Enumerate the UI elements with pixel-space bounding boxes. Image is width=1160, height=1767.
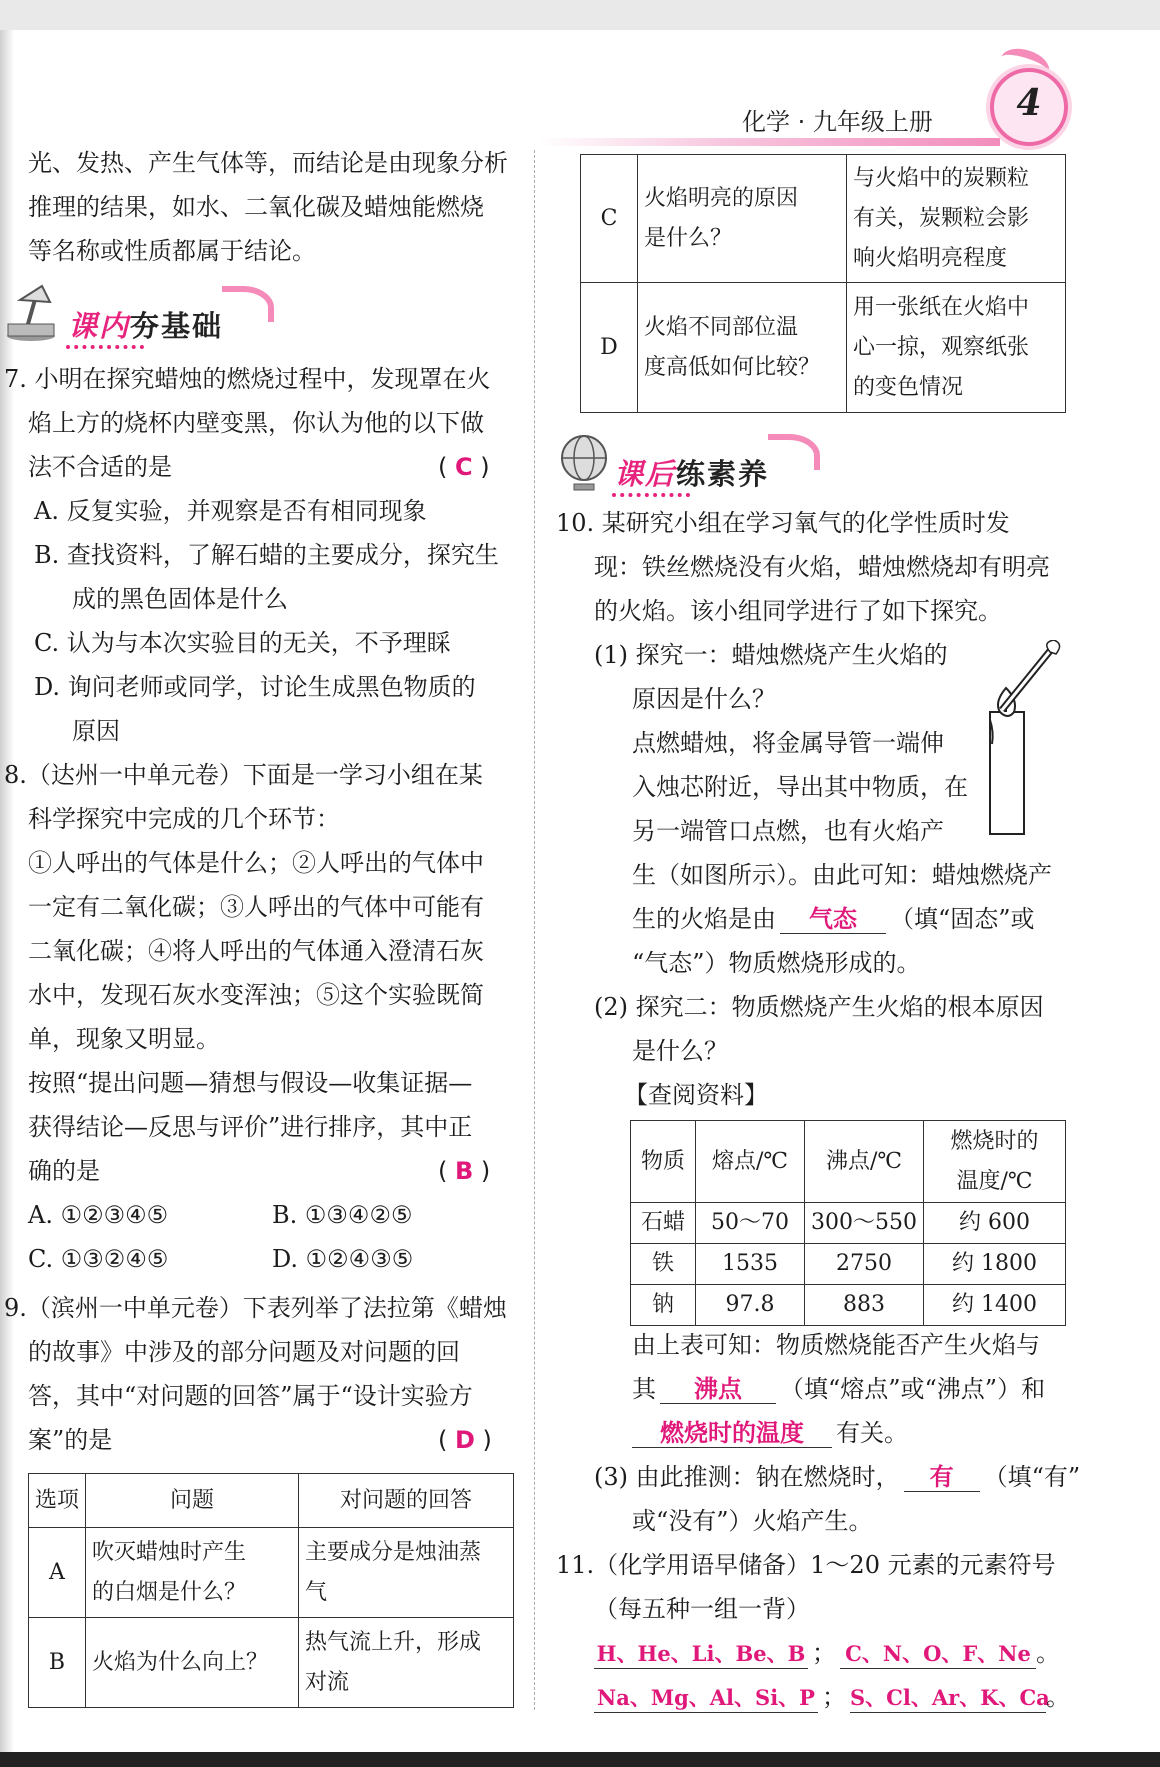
q10-part2-conclusion: 由上表可知：物质燃烧能否产生火焰与 (632, 1331, 1040, 1359)
q7-answer: C (455, 453, 473, 481)
q8-stem: 水中，发现石灰水变浑浊；⑤这个实验既简 (28, 981, 484, 1009)
cell-line: 温度/℃ (956, 1168, 1033, 1194)
answer-blank (660, 1375, 776, 1404)
q7-answer-paren: ( C ) (438, 453, 490, 481)
q8-stem: 获得结论—反思与评价”进行排序，其中正 (28, 1113, 473, 1141)
table-cell: 1535 (696, 1244, 805, 1285)
intro-line: 光、发热、产生气体等，而结论是由现象分析 (28, 149, 508, 177)
q9-answer-paren: ( D ) (438, 1426, 492, 1454)
terminator: 。 (1036, 1639, 1060, 1667)
q7-option: B. 查找资料，了解石蜡的主要成分，探究生 (34, 541, 499, 569)
cell-line: 是什么？ (644, 225, 733, 251)
section-banner-in-class (68, 304, 223, 345)
q8-answer: B (455, 1157, 474, 1185)
q9-stem: 9.（滨州一中单元卷）下表列举了法拉第《蜡烛 (4, 1294, 507, 1322)
table-row (29, 1618, 514, 1708)
cell-line: 火焰明亮的原因 (644, 185, 799, 211)
separator: ； (822, 1683, 846, 1711)
table-header-cell: 选项 (29, 1474, 86, 1528)
cell-line: 有关，炭颗粒会影 (853, 205, 1030, 231)
top-scan-border (0, 0, 1160, 30)
table-cell-answer (299, 1528, 514, 1618)
banner-arc (768, 434, 820, 470)
text-run: 其 (632, 1375, 656, 1403)
answer-blank (594, 1683, 818, 1713)
q10-answer-3: 燃烧时的温度 (660, 1419, 804, 1447)
table-cell: 铁 (631, 1244, 696, 1285)
q7-option: 原因 (72, 717, 120, 745)
page-number-badge (990, 68, 1068, 146)
table-cell-option: C (581, 155, 638, 283)
text-run: 生的火焰是由 (632, 905, 776, 933)
banner-dots (66, 345, 144, 353)
q10-part1: 生（如图所示）。由此可知：蜡烛燃烧产 (632, 861, 1052, 889)
q10-part1: “气态”）物质燃烧形成的。 (632, 949, 921, 977)
q10-part1-fill (632, 904, 1035, 934)
reference-label: 【查阅资料】 (624, 1081, 768, 1109)
q10-part3 (594, 1462, 1080, 1492)
text-run: （填“熔点”或“沸点”）和 (780, 1375, 1046, 1403)
q9-table-part2 (580, 154, 1066, 413)
q10-part3: 或“没有”）火焰产生。 (632, 1507, 873, 1535)
q7-option: D. 询问老师或同学，讨论生成黑色物质的 (34, 673, 476, 701)
q10-part1: 原因是什么？ (632, 685, 776, 713)
q10-part2-fill (632, 1418, 908, 1448)
q8-stem: ①人呼出的气体是什么；②人呼出的气体中 (28, 849, 484, 877)
q10-answer-1: 气态 (809, 905, 857, 933)
table-row (631, 1203, 1066, 1244)
table-cell: 钠 (631, 1285, 696, 1326)
text-run: (3) 由此推测：钠在燃烧时， (594, 1463, 900, 1491)
q11-group-4: S、Cl、Ar、K、Ca (850, 1685, 1050, 1710)
answer-blank (904, 1463, 980, 1492)
table-row (29, 1528, 514, 1618)
q9-table-part1 (28, 1473, 514, 1708)
q7-option: 成的黑色固体是什么 (72, 585, 288, 613)
q10-stem: 10. 某研究小组在学习氧气的化学性质时发 (556, 509, 1010, 537)
banner-pink-text: 课内 (68, 309, 131, 343)
cell-line: 热气流上升，形成 (305, 1629, 482, 1655)
banner-black-text: 练素养 (676, 457, 770, 491)
cell-line: 的变色情况 (853, 374, 964, 400)
table-cell-answer (847, 155, 1066, 283)
table-row (581, 155, 1066, 283)
table-cell: 约 1400 (924, 1285, 1066, 1326)
q8-stem: 单，现象又明显。 (28, 1025, 220, 1053)
q10-part1: 点燃蜡烛，将金属导管一端伸 (632, 729, 944, 757)
q8-answer-paren: ( B ) (438, 1157, 491, 1185)
q8-stem: 一定有二氧化碳；③人呼出的气体中可能有 (28, 893, 484, 921)
q8-stem: 科学探究中完成的几个环节： (28, 805, 340, 833)
q8-stem: 确的是 (28, 1157, 100, 1185)
q7-option: C. 认为与本次实验目的无关，不予理睬 (34, 629, 451, 657)
table-cell-option: B (29, 1618, 86, 1708)
cell-line: 心一掠，观察纸张 (853, 334, 1030, 360)
table-header-cell: 问题 (86, 1474, 299, 1528)
table-cell-question (638, 155, 847, 283)
table-header-row (631, 1121, 1066, 1203)
page-number: 4 (1016, 82, 1042, 124)
lamp-icon (2, 280, 60, 342)
q9-answer: D (455, 1426, 475, 1454)
melting-boiling-table (630, 1120, 1066, 1326)
page-header-title: 化学 · 九年级上册 (742, 108, 933, 136)
separator: ； (812, 1639, 836, 1667)
q11-stem: 11.（化学用语早储备）1～20 元素的元素符号 (556, 1551, 1056, 1579)
table-cell: 2750 (805, 1244, 924, 1285)
answer-blank (632, 1419, 832, 1448)
header-gradient-bar (540, 138, 1000, 146)
q8-option: A. ①②③④⑤ (28, 1201, 169, 1229)
q10-stem: 的火焰。该小组同学进行了如下探究。 (594, 597, 1002, 625)
q9-stem: 的故事》中涉及的部分问题及对问题的回 (28, 1338, 460, 1366)
answer-blank (780, 905, 886, 934)
section-banner-after-class (614, 452, 769, 493)
q7-option: A. 反复实验，并观察是否有相同现象 (34, 497, 427, 525)
cell-line: 度高低如何比较？ (644, 354, 821, 380)
q10-part2-fill (632, 1374, 1045, 1404)
table-row (631, 1285, 1066, 1326)
cell-line: 燃烧时的 (950, 1128, 1039, 1154)
table-cell-question (638, 283, 847, 413)
q10-part2: 是什么？ (632, 1037, 728, 1065)
q11-group-2: C、N、O、F、Ne (845, 1641, 1031, 1666)
q8-option: B. ①③④②⑤ (272, 1201, 413, 1229)
q9-stem: 答，其中“对问题的回答”属于“设计实验方 (28, 1382, 473, 1410)
cell-line: 火焰不同部位温 (644, 314, 799, 340)
cell-line: 主要成分是烛油蒸 (305, 1539, 482, 1565)
table-header-row (29, 1474, 514, 1528)
cell-line: 响火焰明亮程度 (853, 245, 1008, 271)
text-run: （填“有” (983, 1463, 1081, 1491)
cell-line: 吹灭蜡烛时产生 (92, 1539, 247, 1565)
intro-line: 推理的结果，如水、二氧化碳及蜡烛能燃烧 (28, 193, 484, 221)
q10-part2: (2) 探究二：物质燃烧产生火焰的根本原因 (594, 993, 1044, 1021)
table-cell-question (86, 1528, 299, 1618)
table-cell-question (86, 1618, 299, 1708)
table-header-cell: 熔点/℃ (696, 1121, 805, 1203)
q10-part1: 另一端管口点燃，也有火焰产 (632, 817, 944, 845)
q8-option: D. ①②④③⑤ (272, 1245, 414, 1273)
answer-blank (840, 1639, 1036, 1669)
q8-stem: 按照“提出问题—猜想与假设—收集证据— (28, 1069, 473, 1097)
table-cell: 300～550 (805, 1203, 924, 1244)
banner-arc (222, 286, 274, 322)
cell-line: 气 (305, 1579, 328, 1605)
text-run: （填“固态”或 (890, 905, 1035, 933)
table-header-cell: 对问题的回答 (299, 1474, 514, 1528)
q10-answer-4: 有 (929, 1463, 954, 1491)
table-header-cell: 物质 (631, 1121, 696, 1203)
text-run: 有关。 (836, 1419, 908, 1447)
q10-part1: 入烛芯附近，导出其中物质，在 (632, 773, 968, 801)
table-cell: 约 1800 (924, 1244, 1066, 1285)
q9-stem: 案”的是 (28, 1426, 113, 1454)
table-cell-answer (299, 1618, 514, 1708)
banner-black-text: 夯基础 (130, 309, 224, 343)
answer-blank (850, 1683, 1050, 1713)
table-cell: 石蜡 (631, 1203, 696, 1244)
banner-pink-text: 课后 (614, 457, 677, 491)
table-cell-option: D (581, 283, 638, 413)
q11-group-1: H、He、Li、Be、B (596, 1641, 806, 1666)
cell-line: 火焰为什么向上？ (92, 1649, 269, 1675)
q7-stem: 7. 小明在探究蜡烛的燃烧过程中，发现罩在火 (4, 365, 491, 393)
q8-option: C. ①③②④⑤ (28, 1245, 169, 1273)
table-cell: 97.8 (696, 1285, 805, 1326)
terminator: 。 (1046, 1683, 1070, 1711)
table-header-cell: 沸点/℃ (805, 1121, 924, 1203)
table-cell-answer (847, 283, 1066, 413)
q7-stem: 焰上方的烧杯内壁变黑，你认为他的以下做 (28, 409, 484, 437)
table-row (631, 1244, 1066, 1285)
table-row (581, 283, 1066, 413)
banner-dots (612, 493, 690, 501)
q10-answer-2: 沸点 (694, 1375, 742, 1403)
q7-stem: 法不合适的是 (28, 453, 172, 481)
globe-icon (556, 432, 612, 494)
table-cell-option: A (29, 1528, 86, 1618)
q10-stem: 现：铁丝燃烧没有火焰，蜡烛燃烧却有明亮 (594, 553, 1050, 581)
q10-part1: (1) 探究一：蜡烛燃烧产生火焰的 (594, 641, 948, 669)
q11-answer-row (594, 1682, 1070, 1713)
q8-stem: 8.（达州一中单元卷）下面是一学习小组在某 (4, 761, 483, 789)
answer-blank (594, 1639, 808, 1669)
table-cell: 50～70 (696, 1203, 805, 1244)
cell-line: 对流 (305, 1669, 350, 1695)
column-divider (534, 150, 535, 1710)
cell-line: 用一张纸在火焰中 (853, 294, 1030, 320)
intro-line: 等名称或性质都属于结论。 (28, 237, 316, 265)
table-cell: 约 600 (924, 1203, 1066, 1244)
q11-answer-row (594, 1638, 1060, 1669)
bottom-scan-border (0, 1752, 1160, 1767)
cell-line: 与火焰中的炭颗粒 (853, 165, 1030, 191)
q8-stem: 二氧化碳；④将人呼出的气体通入澄清石灰 (28, 937, 484, 965)
q11-stem: （每五种一组一背） (594, 1595, 810, 1623)
table-cell: 883 (805, 1285, 924, 1326)
table-header-cell (924, 1121, 1066, 1203)
candle-experiment-figure (984, 640, 1074, 840)
q11-group-3: Na、Mg、Al、Si、P (597, 1685, 815, 1710)
cell-line: 的白烟是什么？ (92, 1579, 247, 1605)
